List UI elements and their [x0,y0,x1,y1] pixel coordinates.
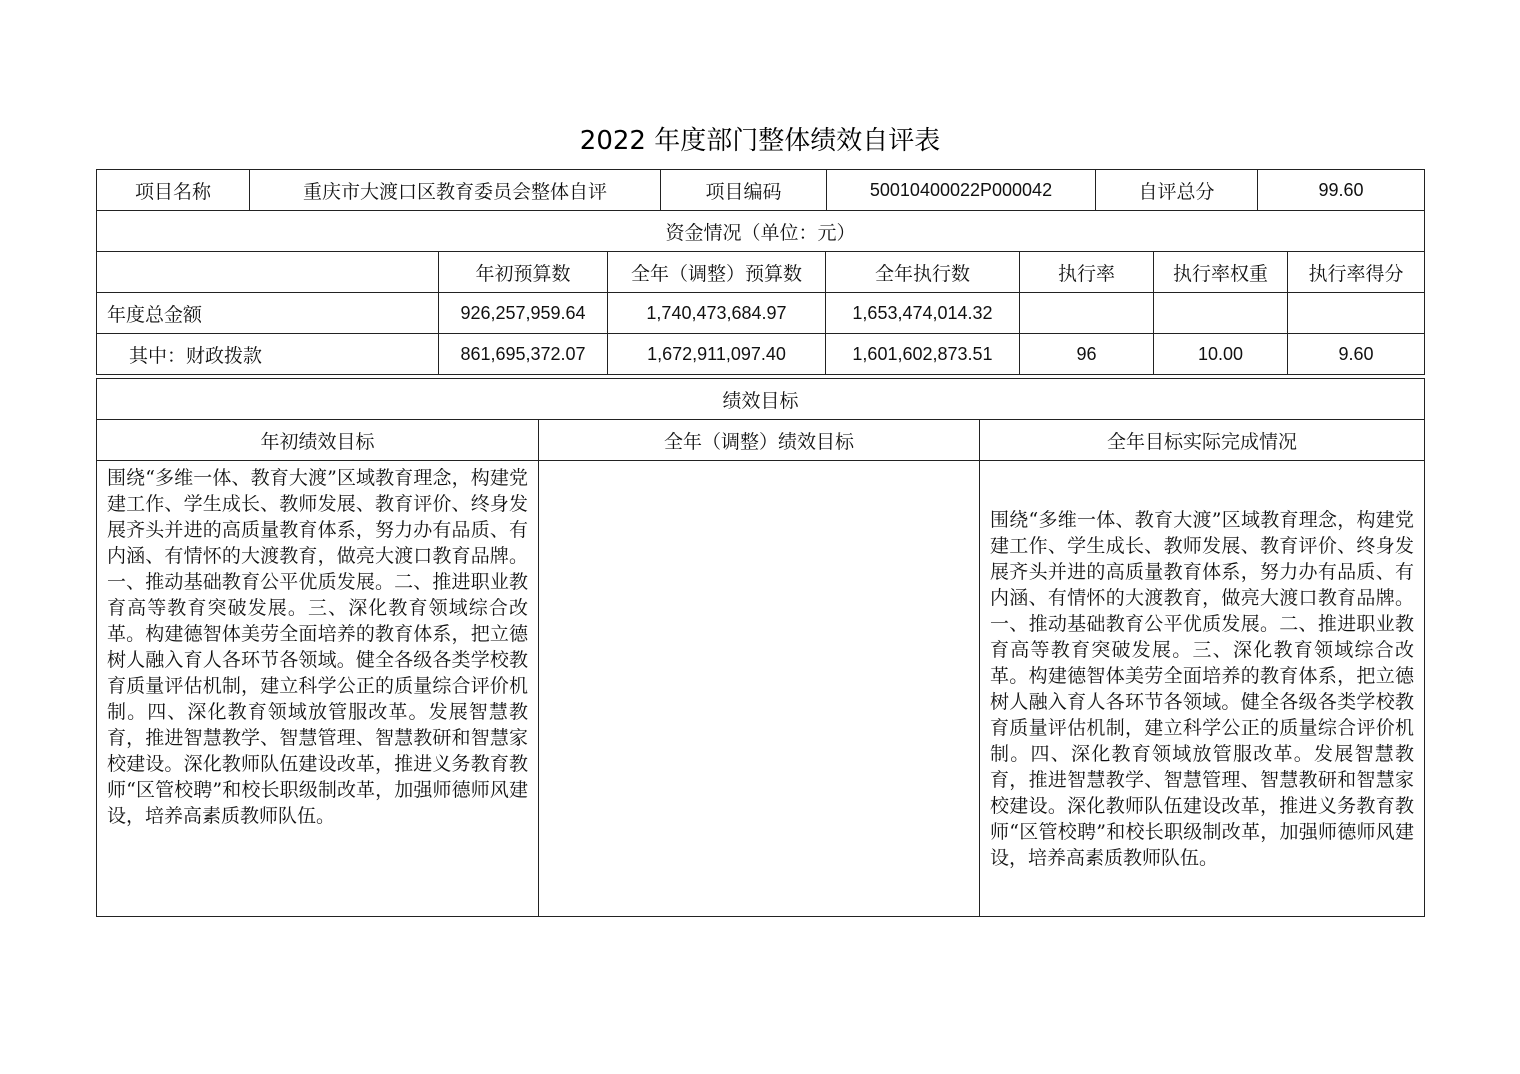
total-initial-budget: 926,257,959.64 [439,293,608,334]
adjusted-target-text [539,461,980,917]
funds-header: 资金情况（单位：元） [97,211,1425,252]
total-exec-weight [1154,293,1288,334]
project-name-label: 项目名称 [97,170,250,211]
targets-table [96,378,1425,917]
col-initial-target: 年初绩效目标 [97,420,539,461]
project-code-value: 50010400022P000042 [827,170,1096,211]
actual-completion-text: 围绕“多维一体、教育大渡”区域教育理念，构建党建工作、学生成长、教师发展、教育评价、终身发展齐头并进的高质量教育体系，努力办有品质、有内涵、有情怀的大渡教育，做亮大渡口教育品牌。一、推动基础教育公平优质发展。二、推进职业教育高等教育突破发展。三、深化教育领域综合改革。构建德智体美劳全面培养的教育体系，把立德树人融入育人各环节各领域。健全各级各类学校教育质量评估机制，建立科学公正的质量综合评价机制。四、深化教育领域放管服改革。发展智慧教育，推进智慧教学、智慧管理、智慧教研和智慧家校建设。深化教师队伍建设改革，推进义务教育教师“区管校聘”和校长职级制改革，加强师德师风建设，培养高素质教师队伍。 [980,461,1425,917]
col-adjusted-budget: 全年（调整）预算数 [608,252,826,293]
funds-corner-cell [97,252,439,293]
table-row [97,293,1425,334]
row-label-fiscal: 其中：财政拨款 [97,334,439,375]
targets-header: 绩效目标 [97,379,1425,420]
col-exec-weight: 执行率权重 [1154,252,1288,293]
total-exec-rate [1020,293,1154,334]
self-score-value: 99.60 [1258,170,1425,211]
fiscal-exec-weight: 10.00 [1154,334,1288,375]
fiscal-exec-score: 9.60 [1288,334,1425,375]
table-row [97,334,1425,375]
row-label-total: 年度总金额 [97,293,439,334]
col-exec-rate: 执行率 [1020,252,1154,293]
self-score-label: 自评总分 [1096,170,1258,211]
fiscal-exec-rate: 96 [1020,334,1154,375]
total-adjusted-budget: 1,740,473,684.97 [608,293,826,334]
project-name-value: 重庆市大渡口区教育委员会整体自评 [250,170,661,211]
col-actual-completion: 全年目标实际完成情况 [980,420,1425,461]
project-code-label: 项目编码 [661,170,827,211]
page-title: 2022 年度部门整体绩效自评表 [579,126,941,156]
fiscal-executed: 1,601,602,873.51 [826,334,1020,375]
project-info-table [96,169,1425,211]
fiscal-adjusted-budget: 1,672,911,097.40 [608,334,826,375]
total-exec-score [1288,293,1425,334]
col-initial-budget: 年初预算数 [439,252,608,293]
fiscal-initial-budget: 861,695,372.07 [439,334,608,375]
total-executed: 1,653,474,014.32 [826,293,1020,334]
col-executed: 全年执行数 [826,252,1020,293]
initial-target-text: 围绕“多维一体、教育大渡”区域教育理念，构建党建工作、学生成长、教师发展、教育评价、终身发展齐头并进的高质量教育体系，努力办有品质、有内涵、有情怀的大渡教育，做亮大渡口教育品牌。一、推动基础教育公平优质发展。二、推进职业教育高等教育突破发展。三、深化教育领域综合改革。构建德智体美劳全面培养的教育体系，把立德树人融入育人各环节各领域。健全各级各类学校教育质量评估机制，建立科学公正的质量综合评价机制。四、深化教育领域放管服改革。发展智慧教育，推进智慧教学、智慧管理、智慧教研和智慧家校建设。深化教师队伍建设改革，推进义务教育教师“区管校聘”和校长职级制改革，加强师德师风建设，培养高素质教师队伍。 [97,461,539,917]
funds-table [96,210,1425,375]
col-exec-score: 执行率得分 [1288,252,1425,293]
col-adjusted-target: 全年（调整）绩效目标 [539,420,980,461]
